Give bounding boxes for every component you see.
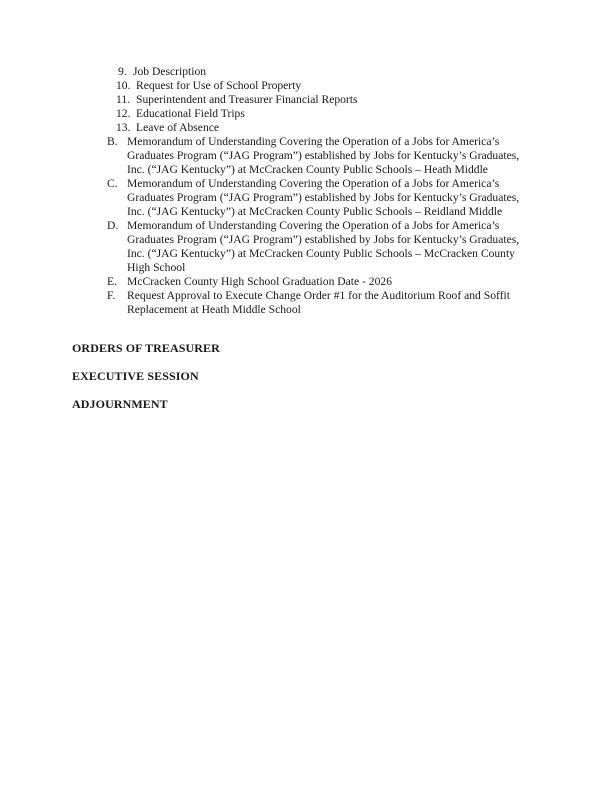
item-text: Superintendent and Treasurer Financial Reports	[136, 93, 358, 106]
agenda-item-f	[0, 289, 612, 317]
agenda-item-e	[0, 275, 612, 289]
agenda-item-b	[0, 135, 612, 177]
list-item	[0, 79, 612, 93]
item-number: 9.	[118, 65, 127, 78]
heading-orders-of-treasurer: ORDERS OF TREASURER	[72, 341, 220, 355]
text-line: Memorandum of Understanding Covering the Operation of a Jobs for America’s	[127, 135, 500, 148]
item-text: Job Description	[133, 65, 207, 78]
item-text	[127, 219, 547, 275]
text-line: Inc. (“JAG Kentucky”) at McCracken County Public Schools – Reidland Middle	[127, 205, 503, 218]
item-letter: F.	[107, 289, 116, 302]
text-line: Graduates Program (“JAG Program”) established by Jobs for Kentucky’s Graduates,	[127, 233, 520, 246]
text-line: Memorandum of Understanding Covering the Operation of a Jobs for America’s	[127, 219, 500, 232]
text-line: Inc. (“JAG Kentucky”) at McCracken County Public Schools – Heath Middle	[127, 163, 488, 176]
agenda-item-d	[0, 219, 612, 275]
item-number: 13.	[116, 121, 131, 134]
item-letter: E.	[107, 275, 117, 288]
text-line: Request Approval to Execute Change Order #1 for the Auditorium Roof and Soffit	[127, 289, 510, 302]
item-letter: C.	[107, 177, 118, 190]
item-text	[127, 135, 547, 177]
item-number: 11.	[116, 93, 131, 106]
text-line: High School	[127, 261, 186, 274]
text-line: Graduates Program (“JAG Program”) established by Jobs for Kentucky’s Graduates,	[127, 191, 520, 204]
list-item	[0, 107, 612, 121]
list-item	[0, 65, 612, 79]
agenda-item-c	[0, 177, 612, 219]
lettered-list	[0, 135, 612, 317]
text-line: Inc. (“JAG Kentucky”) at McCracken County Public Schools – McCracken County	[127, 247, 515, 260]
text-line: McCracken County High School Graduation Date - 2026	[127, 275, 392, 288]
text-line: Graduates Program (“JAG Program”) established by Jobs for Kentucky’s Graduates,	[127, 149, 520, 162]
heading-adjournment: ADJOURNMENT	[72, 397, 168, 411]
item-text	[127, 289, 547, 317]
list-item	[0, 93, 612, 107]
text-line: Memorandum of Understanding Covering the Operation of a Jobs for America’s	[127, 177, 500, 190]
item-number: 12.	[116, 107, 131, 120]
text-line: Replacement at Heath Middle School	[127, 303, 301, 316]
item-number: 10.	[116, 79, 131, 92]
list-item	[0, 121, 612, 135]
heading-executive-session: EXECUTIVE SESSION	[72, 369, 199, 383]
item-text	[127, 275, 547, 289]
item-text: Leave of Absence	[136, 121, 220, 134]
item-text: Request for Use of School Property	[136, 79, 302, 92]
item-text: Educational Field Trips	[136, 107, 245, 120]
item-letter: B.	[107, 135, 118, 148]
item-text	[127, 177, 547, 219]
item-letter: D.	[107, 219, 119, 232]
numbered-sub-list	[0, 65, 612, 135]
